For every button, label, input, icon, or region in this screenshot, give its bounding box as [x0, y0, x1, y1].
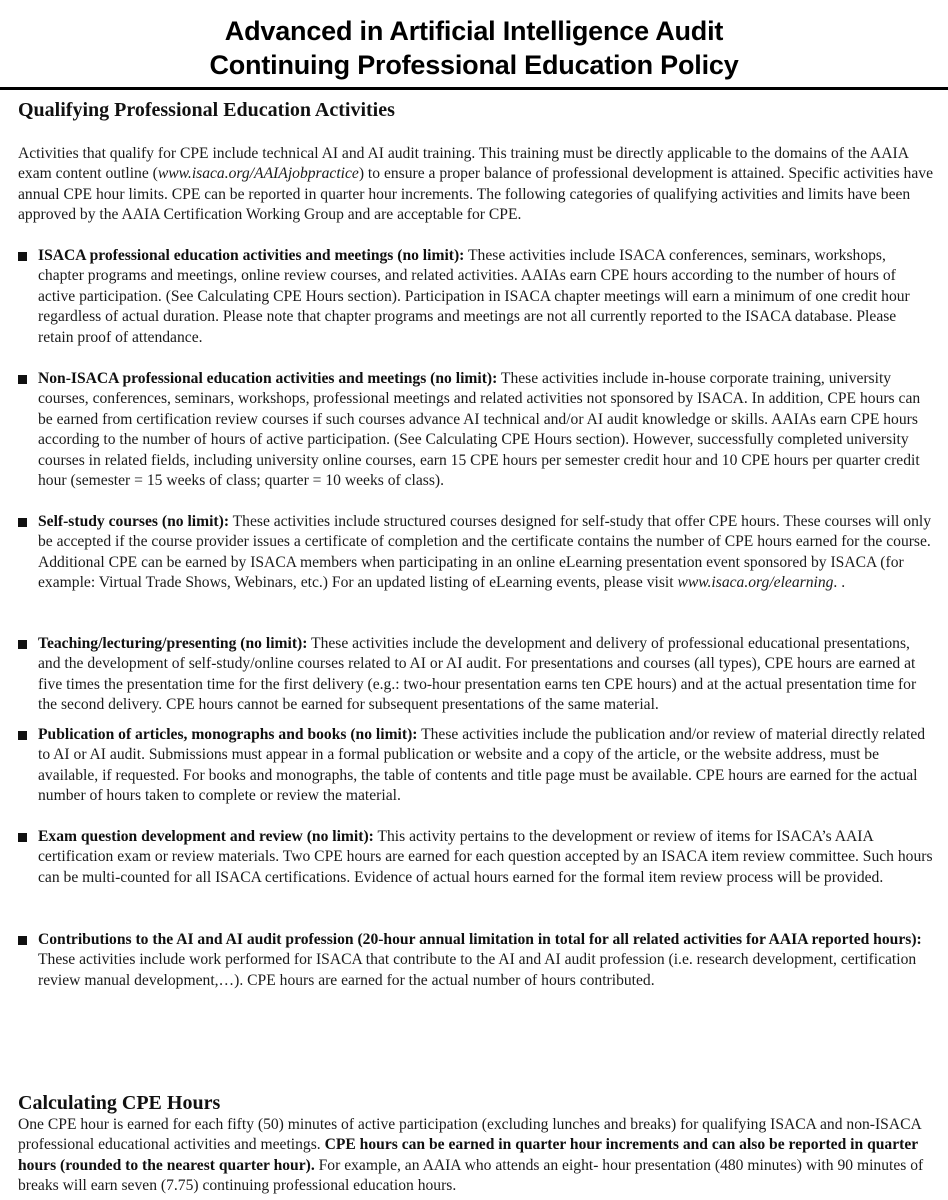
list-item-text: [38, 369, 934, 491]
list-item-tail: . .: [833, 574, 846, 592]
list-item-text: [38, 930, 934, 991]
list-item-text: [38, 512, 934, 594]
document-title: [0, 14, 948, 82]
section-heading-calculating: Calculating CPE Hours: [18, 1092, 221, 1114]
title-line-1: Advanced in Artificial Intelligence Audit: [224, 16, 724, 46]
bullet-square-icon: [18, 252, 27, 261]
list-item-title: Contributions to the AI and AI audit profession (20-hour annual limitation in total for all related activities for AAIA reported hours):: [38, 931, 922, 948]
list-item-body: These activities include structured courses designed for self-study that offer CPE hours. These courses will only be accepted if the course provider issues a certificate of completion and the certificate contains the number of CPE hours earned for the course. Additional CPE can be earned by ISACA members when participating in an online eLearning presentation event sponsored by ISACA (for example: Virtual Trade Shows, Webinars, etc.) For an updated listing of eLearning events, please visit: [38, 513, 932, 592]
list-item-title: Exam question development and review (no limit):: [38, 828, 374, 845]
intro-text-2: ) to ensure a proper balance of professional development is attained. Specific activities have annual CPE hour limits. CPE can be reported in quarter hour increments. The following categories of qualifying activities and limits have been approved by the AAIA Certification Working Group and are acceptable for CPE.: [18, 165, 933, 224]
list-item-text: [38, 634, 934, 716]
list-item-body: These activities include in-house corporate training, university courses, conferences, seminars, workshops, professional meetings and related activities not sponsored by ISACA. In addition, CPE hours can be earned from certification review courses if such courses advance AI technical and/or AI audit knowledge or skills. AAIAs earn CPE hours according to the number of hours of active participation. (See Calculating CPE Hours section). However, successfully completed university courses in related fields, including university online courses, earn 15 CPE hours per semester credit hour and 10 CPE hours per quarter credit hour (semester = 15 weeks of class; quarter = 10 weeks of class).: [38, 370, 921, 490]
list-item: [18, 930, 934, 991]
jobpractice-link[interactable]: www.isaca.org/AAIAjobpractice: [157, 165, 359, 183]
list-item-text: [38, 725, 934, 807]
list-item: [18, 634, 934, 716]
title-divider: [0, 87, 948, 90]
intro-text-1: Activities that qualify for CPE include technical AI and AI audit training. This training must be directly applicable to the domains of the AAIA exam content outline (: [18, 145, 909, 183]
list-item-title: Self-study courses (no limit):: [38, 513, 230, 530]
list-item: [18, 725, 934, 807]
section-heading-qualifying: Qualifying Professional Education Activities: [18, 99, 395, 121]
bullet-square-icon: [18, 833, 27, 842]
list-item-body: These activities include the development and delivery of professional educational presentations, and the development of self-study/online courses related to AI or AI audit. For presentations and courses (all types), CPE hours are earned at five times the presentation time for the first delivery (e.g.: two-hour presentation earns ten CPE hours) and at the actual presentation time for the second delivery. CPE hours cannot be earned for subsequent presentations of the same material.: [38, 635, 917, 714]
bullet-square-icon: [18, 518, 27, 527]
list-item: [18, 369, 934, 491]
list-item-text: [38, 827, 934, 888]
bullet-square-icon: [18, 936, 27, 945]
calc-bold-text: CPE hours can be earned in quarter hour increments and can also be reported in quarter hours (rounded to the nearest quarter hour).: [18, 1136, 918, 1174]
calculating-paragraph: [18, 1115, 934, 1197]
bullet-square-icon: [18, 640, 27, 649]
bullet-square-icon: [18, 731, 27, 740]
bullet-square-icon: [18, 375, 27, 384]
elearning-link[interactable]: www.isaca.org/elearning: [677, 574, 834, 592]
calc-text-2: For example, an AAIA who attends an eight- hour presentation (480 minutes) with 90 minutes of breaks will earn seven (7.75) continuing professional education hours.: [18, 1156, 924, 1195]
list-item-title: Teaching/lecturing/presenting (no limit):: [38, 635, 308, 652]
intro-paragraph: [18, 144, 934, 226]
list-item-text: [38, 246, 934, 348]
calc-text-1: One CPE hour is earned for each fifty (50) minutes of active participation (excluding lunches and breaks) for qualifying ISACA and non-ISACA professional educational activities and meetings.: [18, 1116, 921, 1154]
list-item-title: Non-ISACA professional education activities and meetings (no limit):: [38, 370, 498, 387]
list-item-title: Publication of articles, monographs and books (no limit):: [38, 726, 418, 743]
list-item-body: These activities include the publication and/or review of material directly related to AI or AI audit. Submissions must appear in a formal publication or website and a copy of the article, or the website address, must be available, if requested. For books and monographs, the table of contents and title page must be available. CPE hours are earned for the actual number of hours taken to complete or review the material.: [38, 726, 926, 805]
list-item: [18, 512, 934, 594]
list-item: [18, 827, 934, 888]
list-item-body: These activities include work performed for ISACA that contribute to the AI and AI audit profession (i.e. research development, certification review manual development,…). CPE hours are earned for the actual number of hours contributed.: [38, 951, 917, 989]
list-item: [18, 246, 934, 348]
list-item-title: ISACA professional education activities and meetings (no limit):: [38, 247, 465, 264]
list-item-body: These activities include ISACA conferences, seminars, workshops, chapter programs and meetings, online review courses, and related activities. AAIAs earn CPE hours according to the number of hours of active participation. (See Calculating CPE Hours section). Participation in ISACA chapter meetings will earn a minimum of one credit hour regardless of actual duration. Please note that chapter programs and meetings are not all currently reported to the ISACA database. Please retain proof of attendance.: [38, 247, 910, 346]
list-item-body: This activity pertains to the development or review of items for ISACA’s AAIA certification exam or review materials. Two CPE hours are earned for each question accepted by an ISACA item review committee. Such hours can be multi-counted for all ISACA certifications. Evidence of actual hours earned for the formal item review process will be provided.: [38, 828, 933, 886]
title-line-2: Continuing Professional Education Policy: [209, 50, 739, 80]
